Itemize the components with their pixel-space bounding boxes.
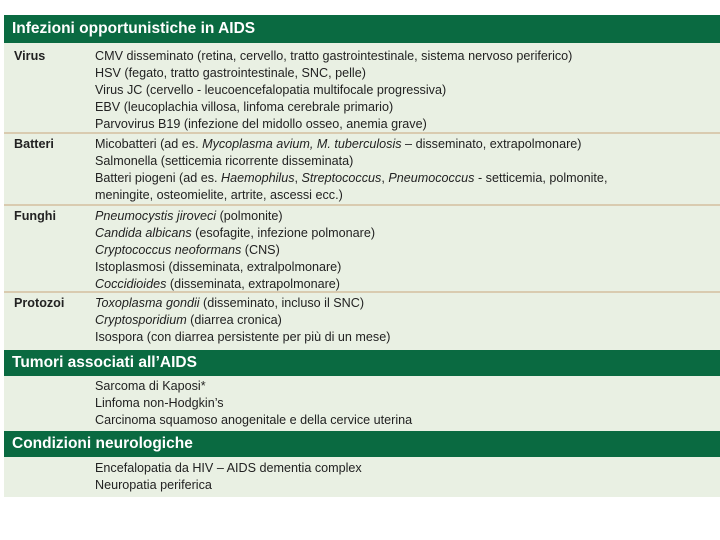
category-funghi: Funghi [14, 209, 56, 223]
tumori-list [95, 378, 412, 429]
list-item: Batteri piogeni (ad es. Haemophilus, Streptococcus, Pneumococcus - setticemia, polmonite, meningite, osteomielite, artrite, ascessi ecc.) [95, 171, 608, 202]
list-item: Encefalopatia da HIV – AIDS dementia complex [95, 461, 362, 475]
list-item: Coccidioides (disseminata, extrapolmonare) [95, 277, 340, 291]
list-item: Istoplasmosi (disseminata, extralpolmonare) [95, 260, 342, 274]
list-item: Carcinoma squamoso anogenitale e della cervice uterina [95, 413, 413, 427]
list-item: Sarcoma di Kaposi* [95, 379, 206, 393]
list-item: Micobatteri (ad es. Mycoplasma avium, M. tuberculosis – disseminato, extrapolmonare) [95, 137, 582, 151]
list-item: Virus JC (cervello - leucoencefalopatia multifocale progressiva) [95, 83, 447, 97]
list-item: Salmonella (setticemia ricorrente disseminata) [95, 154, 354, 168]
list-item: HSV (fegato, tratto gastrointestinale, SNC, pelle) [95, 66, 366, 80]
table-title: Infezioni opportunistiche in AIDS [4, 15, 720, 43]
row-divider [4, 291, 720, 293]
category-virus: Virus [14, 49, 46, 63]
protozoi-list [95, 295, 390, 346]
list-item: Toxoplasma gondii (disseminato, incluso il SNC) [95, 296, 365, 310]
section-title-tumori: Tumori associati all’AIDS [4, 350, 720, 376]
section-title-neuro: Condizioni neurologiche [4, 431, 720, 457]
row-divider [4, 204, 720, 206]
list-item: Candida albicans (esofagite, infezione polmonare) [95, 226, 376, 240]
batteri-list [95, 136, 655, 204]
list-item: Parvovirus B19 (infezione del midollo osseo, anemia grave) [95, 117, 427, 131]
list-item: Isospora (con diarrea persistente per più di un mese) [95, 330, 391, 344]
list-item: Cryptococcus neoformans (CNS) [95, 243, 280, 257]
list-item: Pneumocystis jiroveci (polmonite) [95, 209, 283, 223]
list-item: Neuropatia periferica [95, 478, 212, 492]
list-item: CMV disseminato (retina, cervello, tratto gastrointestinale, sistema nervoso periferico) [95, 49, 573, 63]
virus-list [95, 48, 572, 133]
funghi-list [95, 208, 375, 293]
category-protozoi: Protozoi [14, 296, 65, 310]
infections-table [4, 15, 720, 497]
row-divider [4, 132, 720, 134]
category-batteri: Batteri [14, 137, 54, 151]
list-item: Cryptosporidium (diarrea cronica) [95, 313, 282, 327]
neuro-list [95, 460, 362, 494]
list-item: Linfoma non-Hodgkin’s [95, 396, 224, 410]
list-item: EBV (leucoplachia villosa, linfoma cerebrale primario) [95, 100, 394, 114]
